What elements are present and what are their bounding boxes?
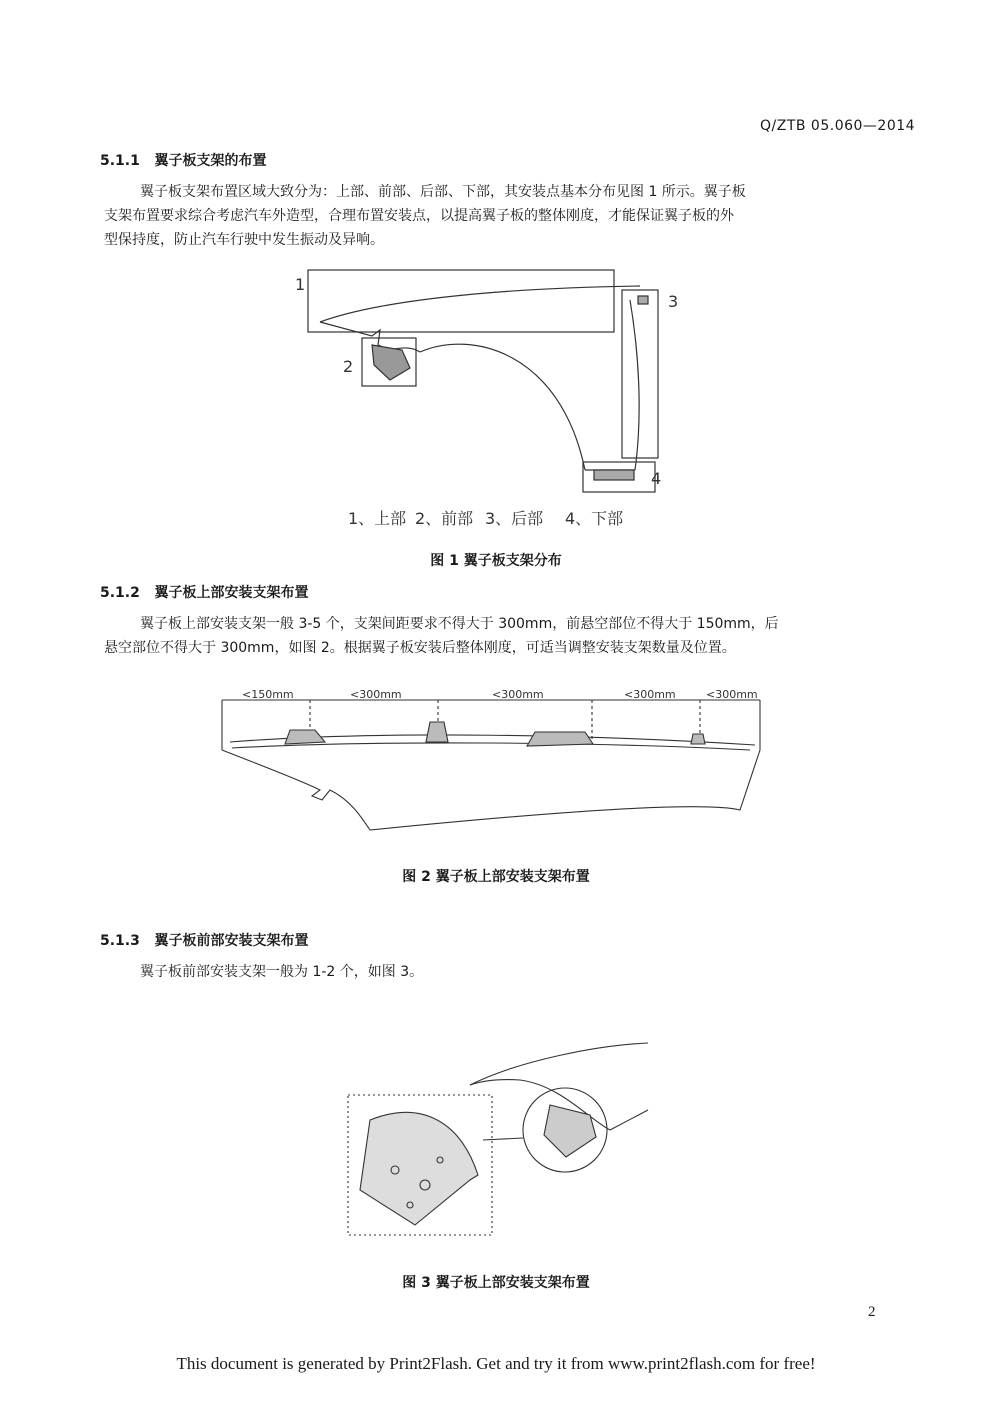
fig2-caption: 图 2 翼子板上部安装支架布置	[402, 869, 590, 885]
fig1-marker-4: 4	[651, 469, 662, 488]
fig2-dim-3: <300mm	[492, 688, 544, 701]
section-number: 5.1.2	[100, 585, 140, 601]
section-512-para-line-2: 悬空部位不得大于 300mm，如图 2。根据翼子板安装后整体刚度，可适当调整安装支架数量及位置。	[104, 640, 736, 656]
section-number: 5.1.3	[100, 933, 140, 949]
fig3-fender-edge	[470, 1043, 648, 1085]
section-511-para-line-1: 翼子板支架布置区域大致分为：上部、前部、后部、下部，其安装点基本分布见图 1 所示。翼子板	[140, 184, 746, 200]
fig2-dim-4: <300mm	[624, 688, 676, 701]
fig1-legend-1: 1、上部	[348, 509, 407, 528]
fig1-caption: 图 1 翼子板支架分布	[430, 553, 562, 569]
section-511-para-line-2: 支架布置要求综合考虑汽车外造型，合理布置安装点，以提高翼子板的整体刚度，才能保证翼子板的外	[104, 208, 734, 224]
section-513-para-line-1: 翼子板前部安装支架一般为 1-2 个，如图 3。	[140, 964, 424, 980]
section-title: 翼子板前部安装支架布置	[154, 933, 309, 949]
section-title: 翼子板上部安装支架布置	[154, 585, 309, 601]
section-number: 5.1.1	[100, 153, 140, 169]
fig3-bracket-detail	[360, 1112, 478, 1225]
fig1-marker-1: 1	[295, 275, 306, 294]
fig3-caption: 图 3 翼子板上部安装支架布置	[402, 1275, 590, 1291]
fig2-dim-5: <300mm	[706, 688, 758, 701]
page-number: 2	[868, 1304, 876, 1320]
section-511-para-line-3: 型保持度，防止汽车行驶中发生振动及异响。	[104, 232, 384, 248]
fig2-dim-1: <150mm	[242, 688, 294, 701]
section-title: 翼子板支架的布置	[154, 153, 267, 169]
standard-number: Q/ZTB 05.060—2014	[760, 118, 916, 134]
section-512-para-line-1: 翼子板上部安装支架一般 3-5 个，支架间距要求不得大于 300mm，前悬空部位不得大于 150mm，后	[140, 616, 779, 632]
fig1-legend-3: 3、后部	[485, 509, 544, 528]
fig1-marker-2: 2	[343, 357, 354, 376]
fig1-legend-4: 4、下部	[565, 509, 624, 528]
footer-notice: This document is generated by Print2Flash. Get and try it from www.print2flash.com for free!	[176, 1354, 816, 1373]
fig1-legend-2: 2、前部	[415, 509, 474, 528]
fig3-leader-line	[483, 1138, 523, 1140]
fig3-bracket-zoom	[544, 1105, 596, 1157]
fig2-dim-2: <300mm	[350, 688, 402, 701]
fig1-marker-3: 3	[668, 292, 679, 311]
